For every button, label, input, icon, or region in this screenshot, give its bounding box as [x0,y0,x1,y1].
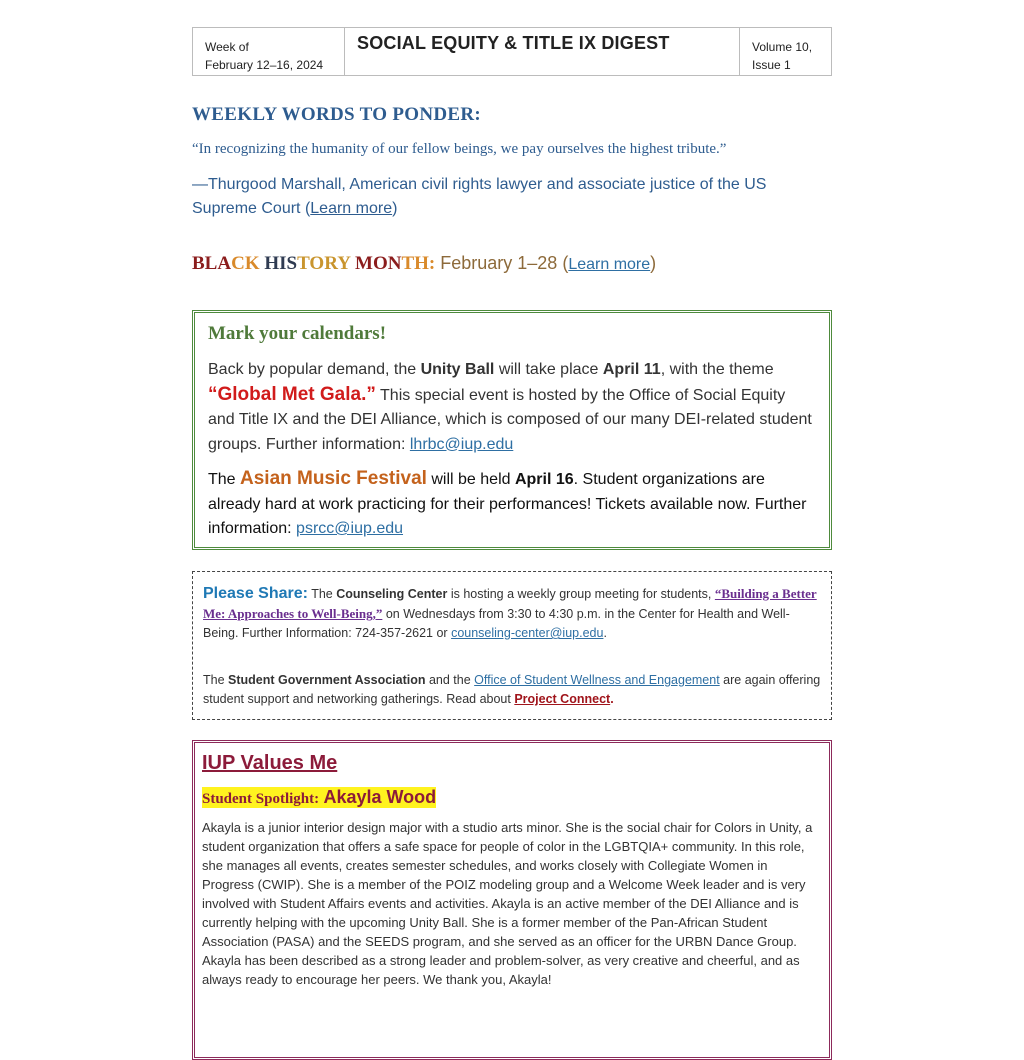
text: and the [425,673,475,687]
calendar-box [192,310,832,550]
psrcc-email-link[interactable]: psrcc@iup.edu [296,520,404,537]
text: The [203,673,229,687]
ponder-heading: WEEKLY WORDS TO PONDER: [192,104,481,125]
gala-theme: “Global Met Gala.” [208,383,376,405]
student-spotlight [202,787,436,808]
festival-date: April 16 [514,471,574,488]
header-week [193,28,345,75]
unity-ball-date: April 11 [602,361,661,378]
asian-music-festival-label: Asian Music Festival [240,468,427,489]
unity-ball-paragraph [208,358,816,457]
bhm-letters-6: MON [355,253,402,274]
spotlight-bio: Akayla is a junior interior design major with a studio arts minor. She is the social chair for Colors in Unity, a student organization that offers a safe space for people of color in the LGBTQIA+ community. In this role, she manages all events, creates semester schedules, and works closely with Collegiate Women in Progress (CWIP). She is a member of the POIZ modeling group and a Welcome Week leader and is very involved with Student Affairs events and activities. Akayla is an active member of the DEI Alliance and is currently helping with the upcoming Unity Ball. She is a former member of the Pan-African Student Association (PASA) and the SEEDS program, and she served as an officer for the URBN Dance Group. Akayla has been described as a strong leader and problem-solver, as very creative and cheerful, and as always ready to encourage her peers. We thank you, Akayla! [202,820,813,987]
text: . [603,626,607,640]
spotlight-label: Student Spotlight: [202,791,320,807]
newsletter-page [192,27,832,987]
text: will be held [426,471,515,488]
bhm-letters-5: TORY [297,253,351,274]
lhrbc-email-link[interactable]: lhrbc@iup.edu [409,435,514,453]
attribution-text: —Thurgood Marshall, American civil rights lawyer and associate justice of the US Supreme Court ( [192,176,767,217]
text: will take place [494,361,603,378]
ponder-quote: “In recognizing the humanity of our fellow beings, we pay ourselves the highest tribute.” [192,141,727,157]
counseling-center-label: Counseling Center [336,587,448,601]
counseling-paragraph [203,584,821,643]
bhm-close: ) [650,253,657,273]
building-better-me-link[interactable]: “Building a Better Me: Approaches to Well-Being,” [203,586,817,621]
please-share-box [192,571,832,720]
learn-more-link-marshall[interactable]: Learn more [310,200,393,217]
black-history-month-line [192,253,656,275]
text: This special event is hosted by the Office of Social Equity and Title IX and the DEI Alliance, which is composed of our many DEI-related student groups. Further information: [208,386,812,453]
please-share-label: Please Share: [203,585,308,602]
bhm-letters-2: A [217,253,232,274]
bhm-letters-7: TH: [401,253,436,274]
week-label: Week of [205,40,249,54]
counseling-email-link[interactable]: counseling-center@iup.edu [451,626,604,640]
bhm-dates: February 1–28 ( [435,253,569,273]
unity-ball-label: Unity Ball [420,361,495,378]
student-wellness-link[interactable]: Office of Student Wellness and Engagement [474,673,720,687]
text: The [208,471,241,488]
bhm-heading [192,253,435,274]
text: The [307,587,337,601]
values-box [192,740,832,1060]
text: is hosting a weekly group meeting for students, [447,587,715,601]
calendar-heading: Mark your calendars! [208,323,387,344]
spotlight-name: Akayla Wood [319,787,437,807]
bhm-letters-4: HIS [264,253,298,274]
attribution-close: ) [392,200,398,217]
text: Back by popular demand, the [208,361,421,378]
header-volume [740,28,831,75]
project-connect-link[interactable]: Project Connect [514,692,611,706]
digest-title: SOCIAL EQUITY & TITLE IX DIGEST [345,28,740,75]
week-dates: February 12–16, 2024 [205,58,324,72]
text: . [610,692,614,706]
bhm-letters-1: BL [192,253,218,274]
values-heading: IUP Values Me [202,752,338,774]
text: . Student organizations are already hard at work practicing for their performances! Tickets available now. Further information: [208,471,807,537]
text: are again offering student support and networking gatherings. Read about [203,673,821,706]
asian-music-paragraph [208,467,816,542]
volume-label: Volume 10, [752,40,813,54]
digest-header [192,27,832,76]
bhm-letters-3: CK [231,253,260,274]
sga-label: Student Government Association [228,673,426,687]
text: on Wednesdays from 3:30 to 4:30 p.m. in the Center for Health and Well-Being. Further Information: 724-357-2621 or [203,607,790,640]
learn-more-link-bhm[interactable]: Learn more [568,256,651,273]
sga-paragraph [203,671,821,709]
ponder-attribution [192,173,812,221]
issue-label: Issue 1 [752,58,791,72]
text: , with the theme [660,361,774,378]
